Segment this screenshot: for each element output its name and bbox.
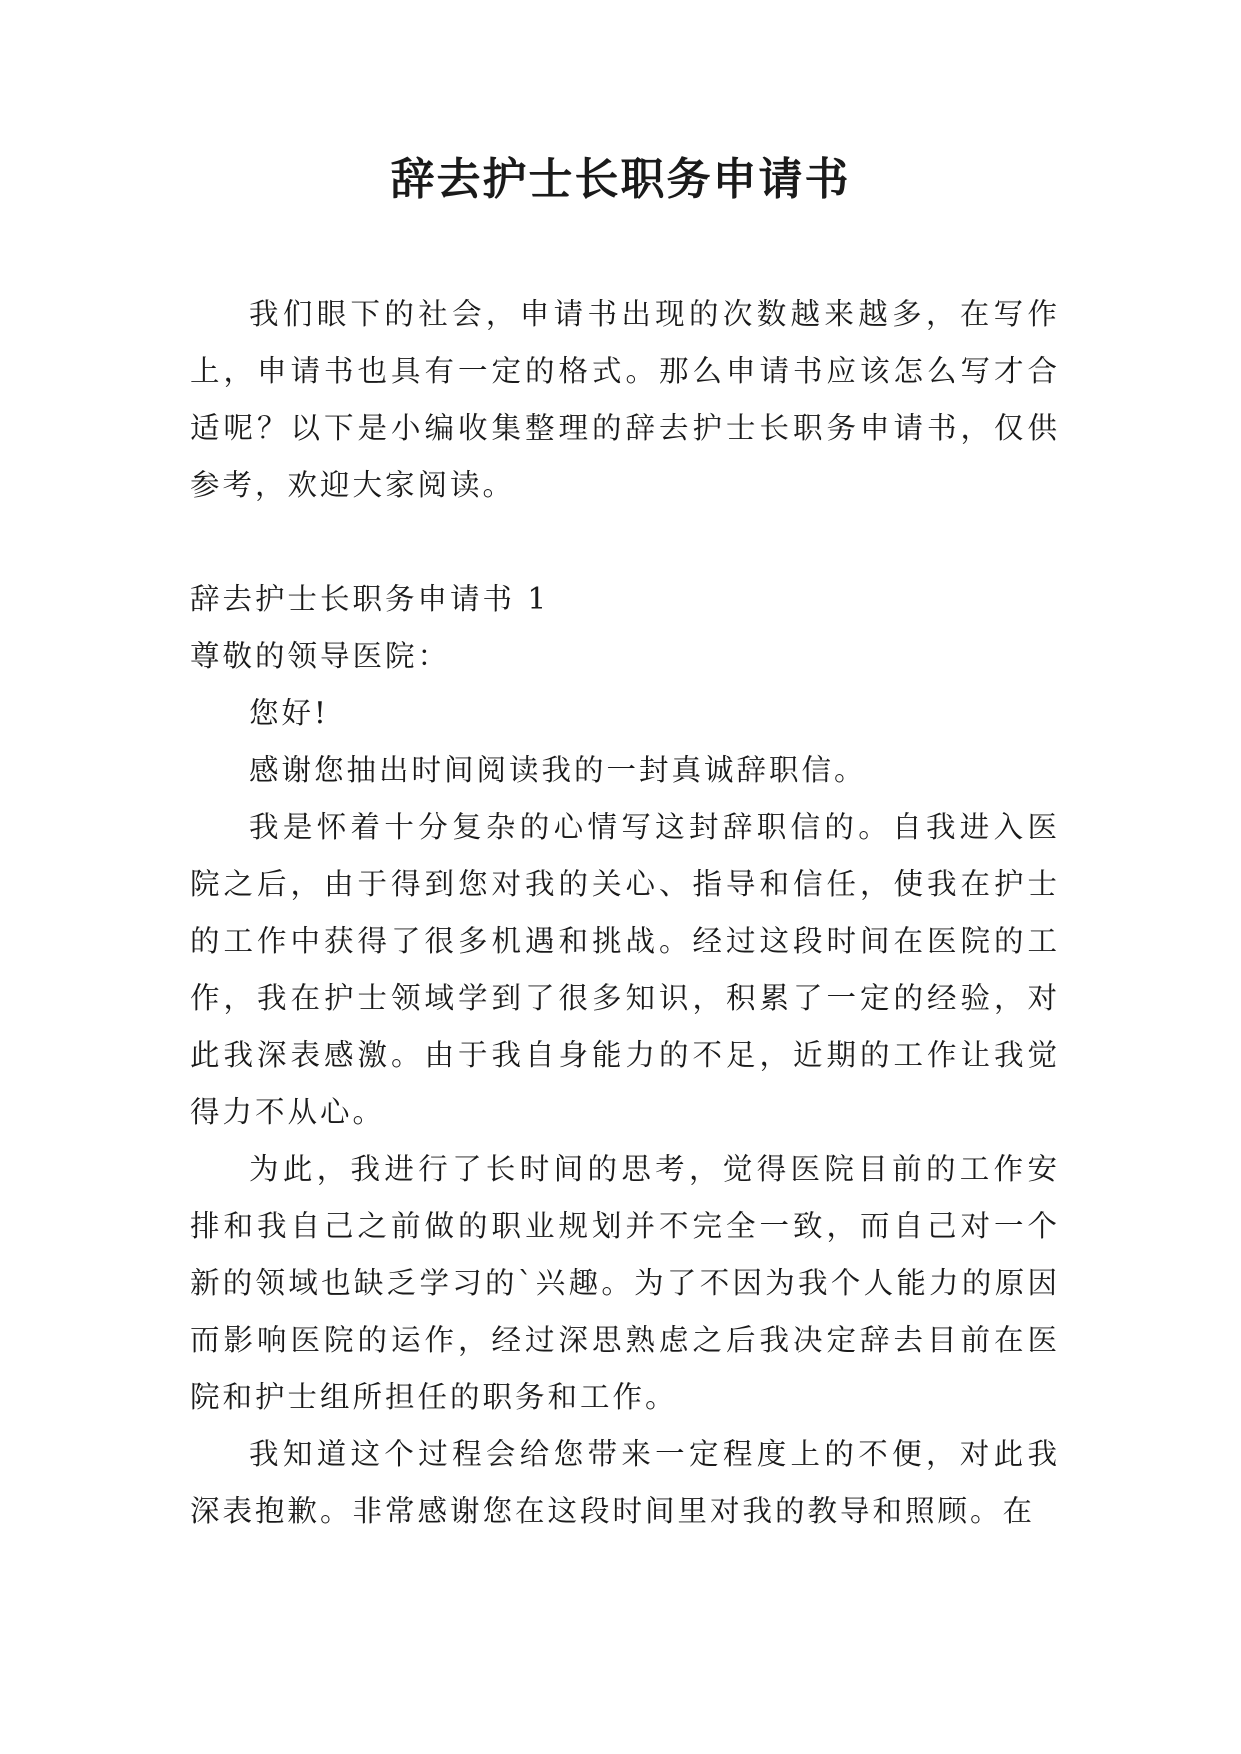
paragraph-gap [190, 514, 1060, 571]
body-paragraph-1: 感谢您抽出时间阅读我的一封真诚辞职信。 [249, 753, 867, 787]
greeting: 您好! [249, 696, 329, 730]
body-paragraph-2: 我是怀着十分复杂的心情写这封辞职信的。自我进入医院之后，由于得到您对我的关心、指导和信任，使我在护士的工作中获得了很多机遇和挑战。经过这段时间在医院的工作，我在护士领域学到了很多知识，积累了一定的经验，对此我深表感激。由于我自身能力的不足，近期的工作让我觉得力不从心。 [190, 810, 1060, 1129]
body-paragraph-4: 我知道这个过程会给您带来一定程度上的不便，对此我深表抱歉。非常感谢您在这段时间里对我的教导和照顾。在 [190, 1437, 1060, 1528]
document-title: 辞去护士长职务申请书 [390, 154, 851, 205]
section-heading: 辞去护士长职务申请书 1 [190, 582, 550, 616]
document-body [190, 286, 1060, 1540]
intro-paragraph: 我们眼下的社会，申请书出现的次数越来越多，在写作上，申请书也具有一定的格式。那么申请书应该怎么写才合适呢？以下是小编收集整理的辞去护士长职务申请书，仅供参考，欢迎大家阅读。 [190, 297, 1060, 502]
body-paragraph-3: 为此，我进行了长时间的思考，觉得医院目前的工作安排和我自己之前做的职业规划并不完全一致，而自己对一个新的领域也缺乏学习的`兴趣。为了不因为我个人能力的原因而影响医院的运作，经过深思熟虑之后我决定辞去目前在医院和护士组所担任的职务和工作。 [190, 1152, 1060, 1414]
salutation: 尊敬的领导医院： [190, 639, 451, 673]
